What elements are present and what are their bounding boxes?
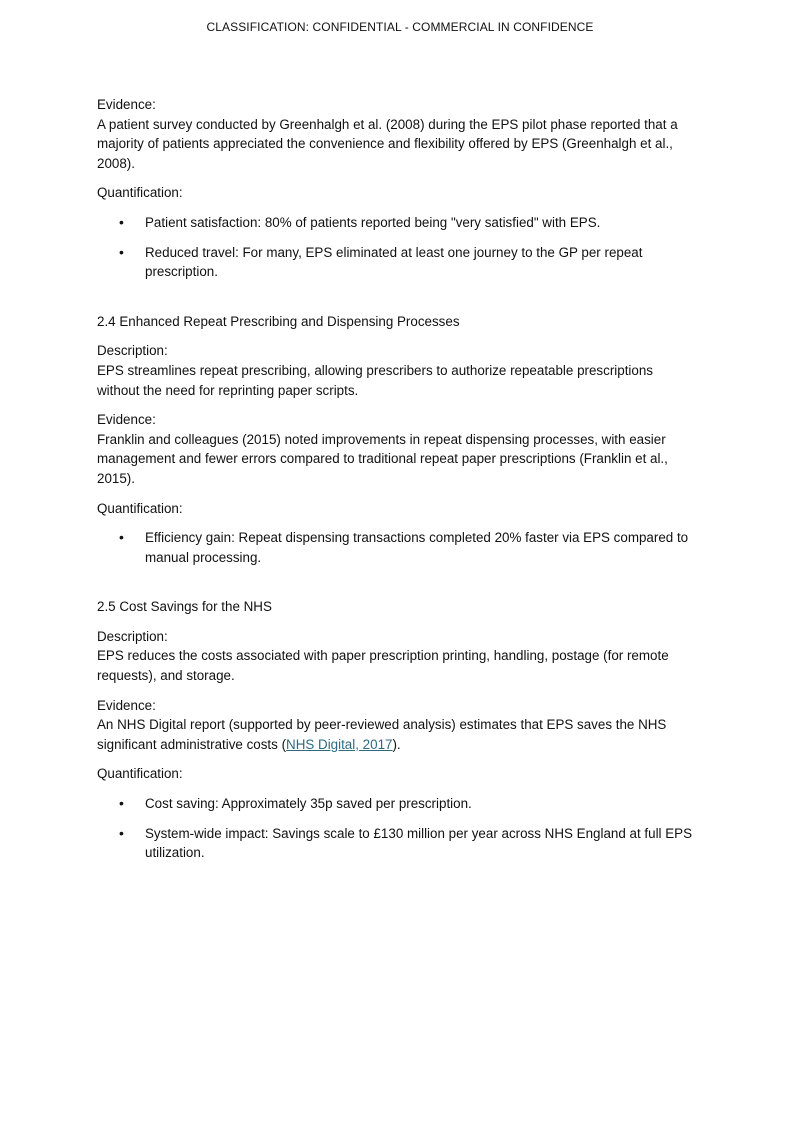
- quantification-label: Quantification:: [97, 500, 183, 516]
- evidence-text-after: ).: [392, 736, 401, 752]
- evidence-paragraph: [97, 95, 697, 173]
- evidence-label: Evidence:: [97, 412, 156, 428]
- list-item: • Efficiency gain: Repeat dispensing transactions completed 20% faster via EPS compared to manual processing.: [97, 528, 697, 567]
- quantification-label: Quantification:: [97, 766, 183, 782]
- evidence-text-before: An NHS Digital report (supported by peer-reviewed analysis) estimates that EPS saves the NHS significant administrative costs (: [97, 717, 667, 752]
- list-item: • Patient satisfaction: 80% of patients reported being "very satisfied" with EPS.: [97, 213, 697, 233]
- quantification-list: [97, 213, 697, 282]
- description-text: EPS streamlines repeat prescribing, allowing prescribers to authorize repeatable prescriptions without the need for reprinting paper scripts.: [97, 362, 653, 398]
- quantification-label: Quantification:: [97, 185, 183, 201]
- quantification-list: [97, 794, 697, 863]
- list-item: • Cost saving: Approximately 35p saved per prescription.: [97, 794, 697, 814]
- description-paragraph: [97, 341, 697, 400]
- classification-header: CLASSIFICATION: CONFIDENTIAL - COMMERCIAL IN CONFIDENCE: [206, 20, 594, 34]
- evidence-label: Evidence:: [97, 697, 156, 713]
- section-heading-2-5: 2.5 Cost Savings for the NHS: [97, 599, 272, 615]
- evidence-paragraph: [97, 410, 697, 488]
- evidence-label: Evidence:: [97, 97, 156, 112]
- list-item: • Reduced travel: For many, EPS eliminated at least one journey to the GP per repeat prescription.: [97, 243, 697, 282]
- description-label: Description:: [97, 343, 168, 359]
- evidence-paragraph: [97, 696, 697, 755]
- document-body: [97, 95, 697, 873]
- evidence-text: Franklin and colleagues (2015) noted improvements in repeat dispensing processes, with easier management and fewer errors compared to traditional repeat paper prescriptions (Franklin et al., 2015).: [97, 431, 668, 486]
- description-text: EPS reduces the costs associated with paper prescription printing, handling, postage (for remote requests), and storage.: [97, 648, 669, 684]
- description-label: Description:: [97, 628, 168, 644]
- reference-link[interactable]: NHS Digital, 2017: [286, 736, 393, 752]
- list-item: • System-wide impact: Savings scale to £130 million per year across NHS England at full EPS utilization.: [97, 824, 697, 863]
- section-heading-2-4: 2.4 Enhanced Repeat Prescribing and Dispensing Processes: [97, 313, 460, 329]
- quantification-list: [97, 528, 697, 567]
- description-paragraph: [97, 627, 697, 686]
- evidence-text: A patient survey conducted by Greenhalgh et al. (2008) during the EPS pilot phase reported that a majority of patients appreciated the convenience and flexibility offered by EPS (Greenhalgh et al., 2008).: [97, 116, 678, 171]
